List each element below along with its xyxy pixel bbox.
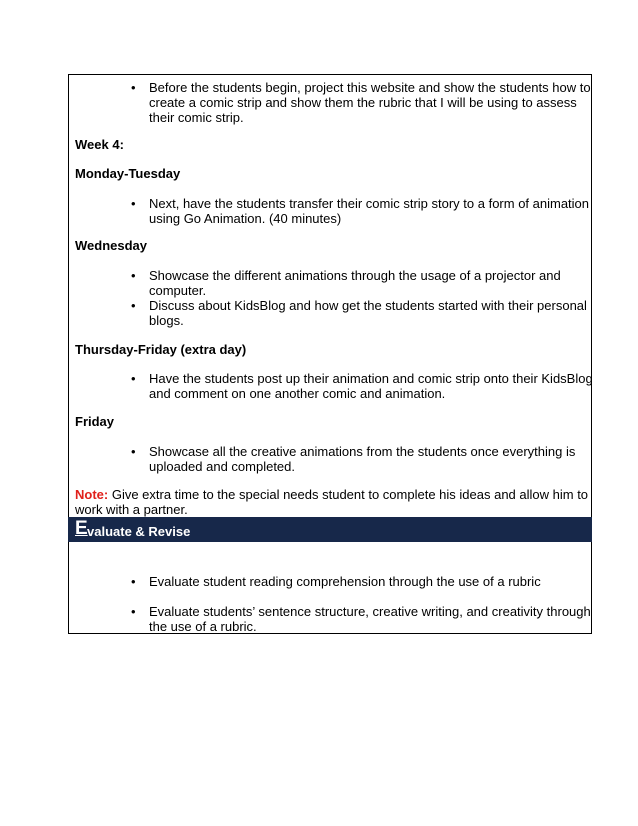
bullet-marker: •: [131, 80, 136, 95]
section-title: valuate & Revise: [87, 524, 191, 539]
bullet-marker: •: [131, 268, 136, 283]
bullet-text: Before the students begin, project this website and show the students how to: [149, 80, 591, 95]
bullet-text: the use of a rubric.: [149, 619, 257, 634]
bullet-text: Evaluate student reading comprehension through the use of a rubric: [149, 574, 541, 589]
day-heading: Monday-Tuesday: [75, 166, 181, 181]
bullet-marker: •: [131, 371, 136, 386]
bullet-text: Evaluate students’ sentence structure, creative writing, and creativity through: [149, 604, 591, 619]
bullet-text: computer.: [149, 283, 207, 298]
bullet-marker: •: [131, 298, 136, 313]
note-label: Note:: [75, 487, 109, 502]
bullet-text: Next, have the students transfer their comic strip story to a form of animation: [149, 196, 590, 211]
bullet-marker: •: [131, 444, 136, 459]
day-heading: Friday: [75, 414, 115, 429]
note-text: Give extra time to the special needs student to complete his ideas and allow him to: [108, 487, 589, 502]
bullet-text: Have the students post up their animation and comic strip onto their KidsBlog: [149, 371, 593, 386]
note-line: [75, 487, 588, 502]
week-heading: Week 4:: [75, 137, 124, 152]
bullet-text: Discuss about KidsBlog and how get the students started with their personal: [149, 298, 587, 313]
bullet-text: and comment on one another comic and animation.: [149, 386, 446, 401]
day-heading: Thursday-Friday (extra day): [75, 342, 247, 357]
bullet-text: Showcase the different animations through the usage of a projector and: [149, 268, 561, 283]
bullet-text: create a comic strip and show them the rubric that I will be using to assess: [149, 95, 577, 110]
bullet-marker: •: [131, 196, 136, 211]
section-header-evaluate: [68, 517, 592, 542]
note-text: work with a partner.: [75, 502, 188, 517]
bullet-text: Showcase all the creative animations from the students once everything is: [149, 444, 576, 459]
bullet-marker: •: [131, 574, 136, 589]
bullet-text: uploaded and completed.: [149, 459, 296, 474]
section-title-initial: E: [75, 518, 88, 539]
bullet-marker: •: [131, 604, 136, 619]
day-heading: Wednesday: [75, 238, 148, 253]
bullet-text: blogs.: [149, 313, 184, 328]
bullet-text: their comic strip.: [149, 110, 244, 125]
bullet-text: using Go Animation. (40 minutes): [149, 211, 342, 226]
